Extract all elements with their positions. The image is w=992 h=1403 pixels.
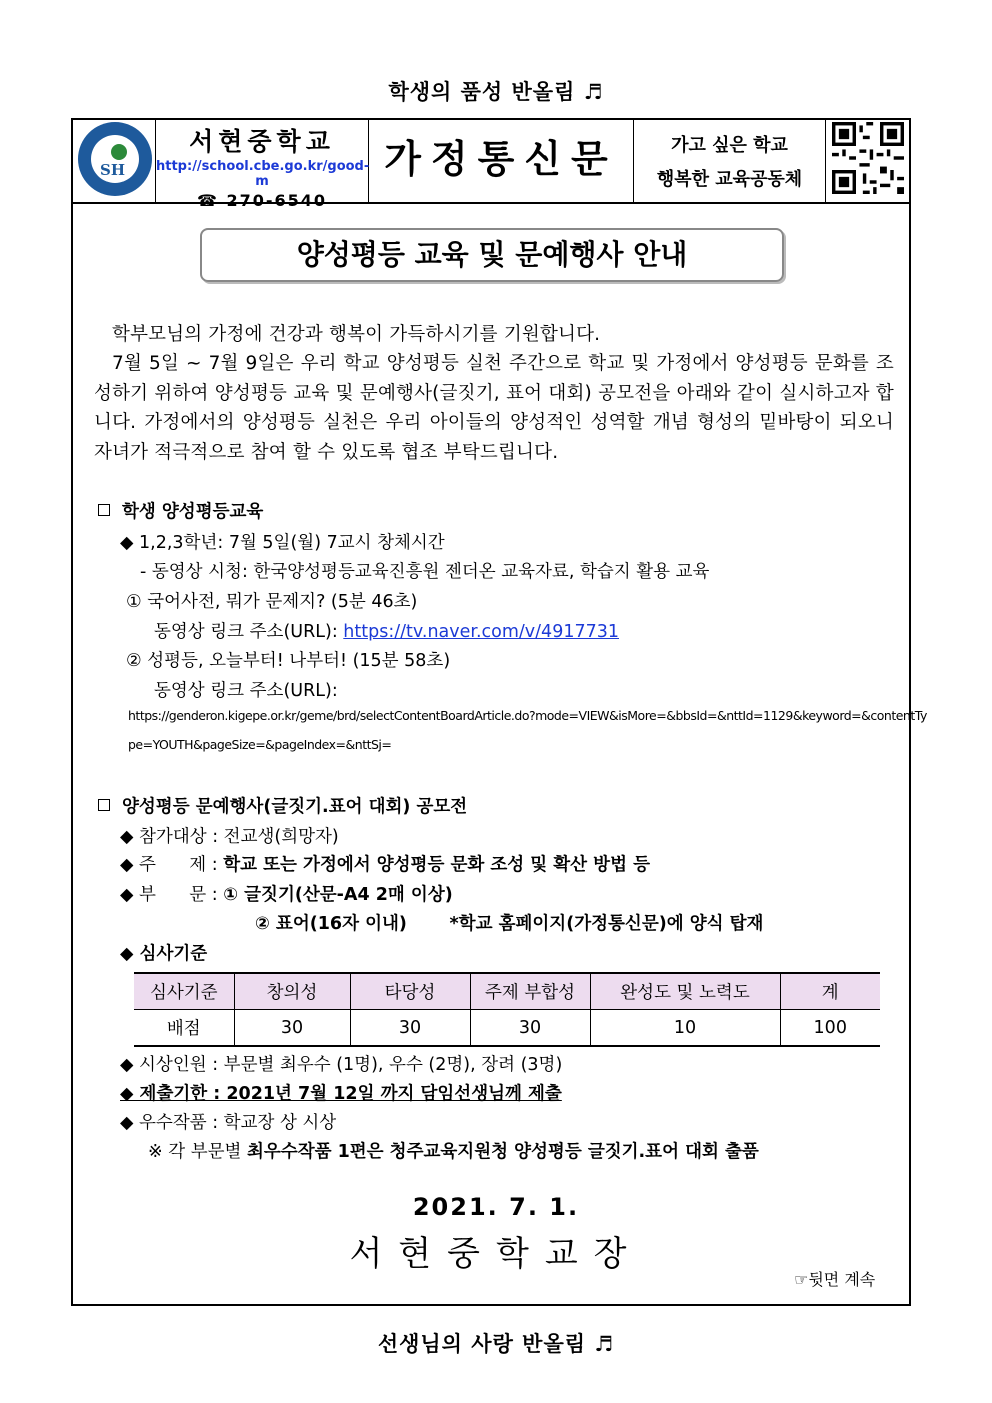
table-header-row	[134, 973, 880, 1010]
table-header-cell: 창의성	[234, 973, 350, 1010]
newsletter-title: 가정통신문	[369, 118, 634, 202]
document-title: 양성평등 교육 및 문예행사 안내	[200, 228, 784, 282]
table-cell: 30	[234, 1010, 350, 1047]
contest-theme: ◆ 주 제 : 학교 또는 가정에서 양성평등 문화 조성 및 확산 방법 등	[120, 855, 650, 875]
video2-link-line1[interactable]: https://genderon.kigepe.or.kr/geme/brd/selectContentBoardArticle.do?mode=VIEW&isMore=&bbsId=&nttId=1129&keyword=&contentTy	[128, 708, 927, 723]
video1-link-row	[154, 618, 619, 643]
table-header-cell: 계	[780, 973, 880, 1010]
school-phone: ☎ 270-6540	[196, 191, 328, 210]
deadline-info: ◆ 제출기한 : 2021년 7월 12일 까지 담임선생님께 제출	[120, 1084, 562, 1104]
section1-heading: 학생 양성평등교육	[98, 498, 263, 523]
prize-works-info: ◆ 우수작품 : 학교장 상 시상	[120, 1113, 337, 1133]
video1-link-label: 동영상 링크 주소(URL):	[154, 622, 344, 642]
logo-emblem-icon: SH	[78, 122, 152, 196]
criteria-table	[134, 972, 880, 1047]
bottom-motto: 선생님의 사랑 반올림 ♬	[377, 1331, 615, 1356]
video1-link[interactable]: https://tv.naver.com/v/4917731	[343, 622, 619, 642]
video2-link-line2[interactable]: pe=YOUTH&pageSize=&pageIndex=&nttSj=	[128, 737, 392, 752]
section2-heading: 양성평등 문예행사(글짓기.표어 대회) 공모전	[98, 793, 467, 818]
contest-category-2: ② 표어(16자 이내) *학교 홈페이지(가정통신문)에 양식 탑재	[255, 914, 764, 934]
slogan-line-1: 가고 싶은 학교	[671, 135, 788, 156]
video2-link-label: 동영상 링크 주소(URL):	[154, 681, 338, 701]
table-cell: 10	[590, 1010, 780, 1047]
awards-info: ◆ 시상인원 : 부문별 최우수 (1명), 우수 (2명), 장려 (3명)	[120, 1055, 563, 1075]
table-header-cell: 타당성	[350, 973, 470, 1010]
principal-signature: 서현중학교장	[349, 1234, 643, 1274]
criteria-heading: ◆ 심사기준	[120, 944, 208, 964]
section1-video-note: - 동영상 시청: 한국양성평등교육진흥원 젠더온 교육자료, 학습지 활용 교육	[140, 562, 710, 582]
table-row	[134, 1010, 880, 1047]
top-motto: 학생의 품성 반올림 ♬	[388, 79, 604, 104]
video1-title: ① 국어사전, 뭐가 문제지? (5분 46초)	[126, 592, 418, 612]
newsletter-header	[71, 118, 911, 210]
school-logo	[71, 118, 156, 202]
qr-code[interactable]	[826, 118, 909, 202]
table-cell: 100	[780, 1010, 880, 1047]
school-slogan	[634, 118, 826, 202]
school-info	[156, 118, 370, 210]
table-cell: 배점	[134, 1010, 234, 1047]
video2-title: ② 성평등, 오늘부터! 나부터! (15분 58초)	[126, 651, 451, 671]
contest-target: ◆ 참가대상 : 전교생(희망자)	[120, 827, 339, 847]
table-cell: 30	[470, 1010, 590, 1047]
table-header-cell: 완성도 및 노력도	[590, 973, 780, 1010]
intro-paragraph: 7월 5일 ~ 7월 9일은 우리 학교 양성평등 실천 주간으로 학교 및 가정에서 양성평등 문화를 조성하기 위하여 양성평등 교육 및 문예행사(글짓기, 표어 대회) 공모전을 아래와 같이 실시하고자 합니다. 가정에서의 양성평등 실천은 우리 아이들의 양성적인 성역할 개념 형성의 밑바탕이 되오니 자녀가 적극적으로 참여 할 수 있도록 협조 부탁드립니다.	[94, 353, 894, 463]
qr-code-icon	[832, 122, 904, 194]
issue-date: 2021. 7. 1.	[412, 1193, 580, 1221]
table-header-cell: 심사기준	[134, 973, 234, 1010]
continued-note: ☞뒷면 계속	[794, 1270, 876, 1289]
slogan-line-2: 행복한 교육공동체	[656, 169, 803, 190]
table-cell: 30	[350, 1010, 470, 1047]
table-header-cell: 주제 부합성	[470, 973, 590, 1010]
contest-note: ※ 각 부문별 최우수작품 1편은 청주교육지원청 양성평등 글짓기.표어 대회 출품	[148, 1142, 759, 1162]
section1-schedule: ◆ 1,2,3학년: 7월 5일(월) 7교시 창체시간	[120, 533, 445, 553]
contest-category: ◆ 부 문 : ① 글짓기(산문-A4 2매 이상)	[120, 885, 453, 905]
checkbox-square-icon	[98, 799, 110, 811]
checkbox-square-icon	[98, 504, 110, 516]
school-name: 서현중학교	[189, 127, 335, 156]
greeting-paragraph: 학부모님의 가정에 건강과 행복이 가득하시기를 기원합니다.	[112, 324, 601, 345]
school-url[interactable]: http://school.cbe.go.kr/good-m	[156, 159, 370, 189]
